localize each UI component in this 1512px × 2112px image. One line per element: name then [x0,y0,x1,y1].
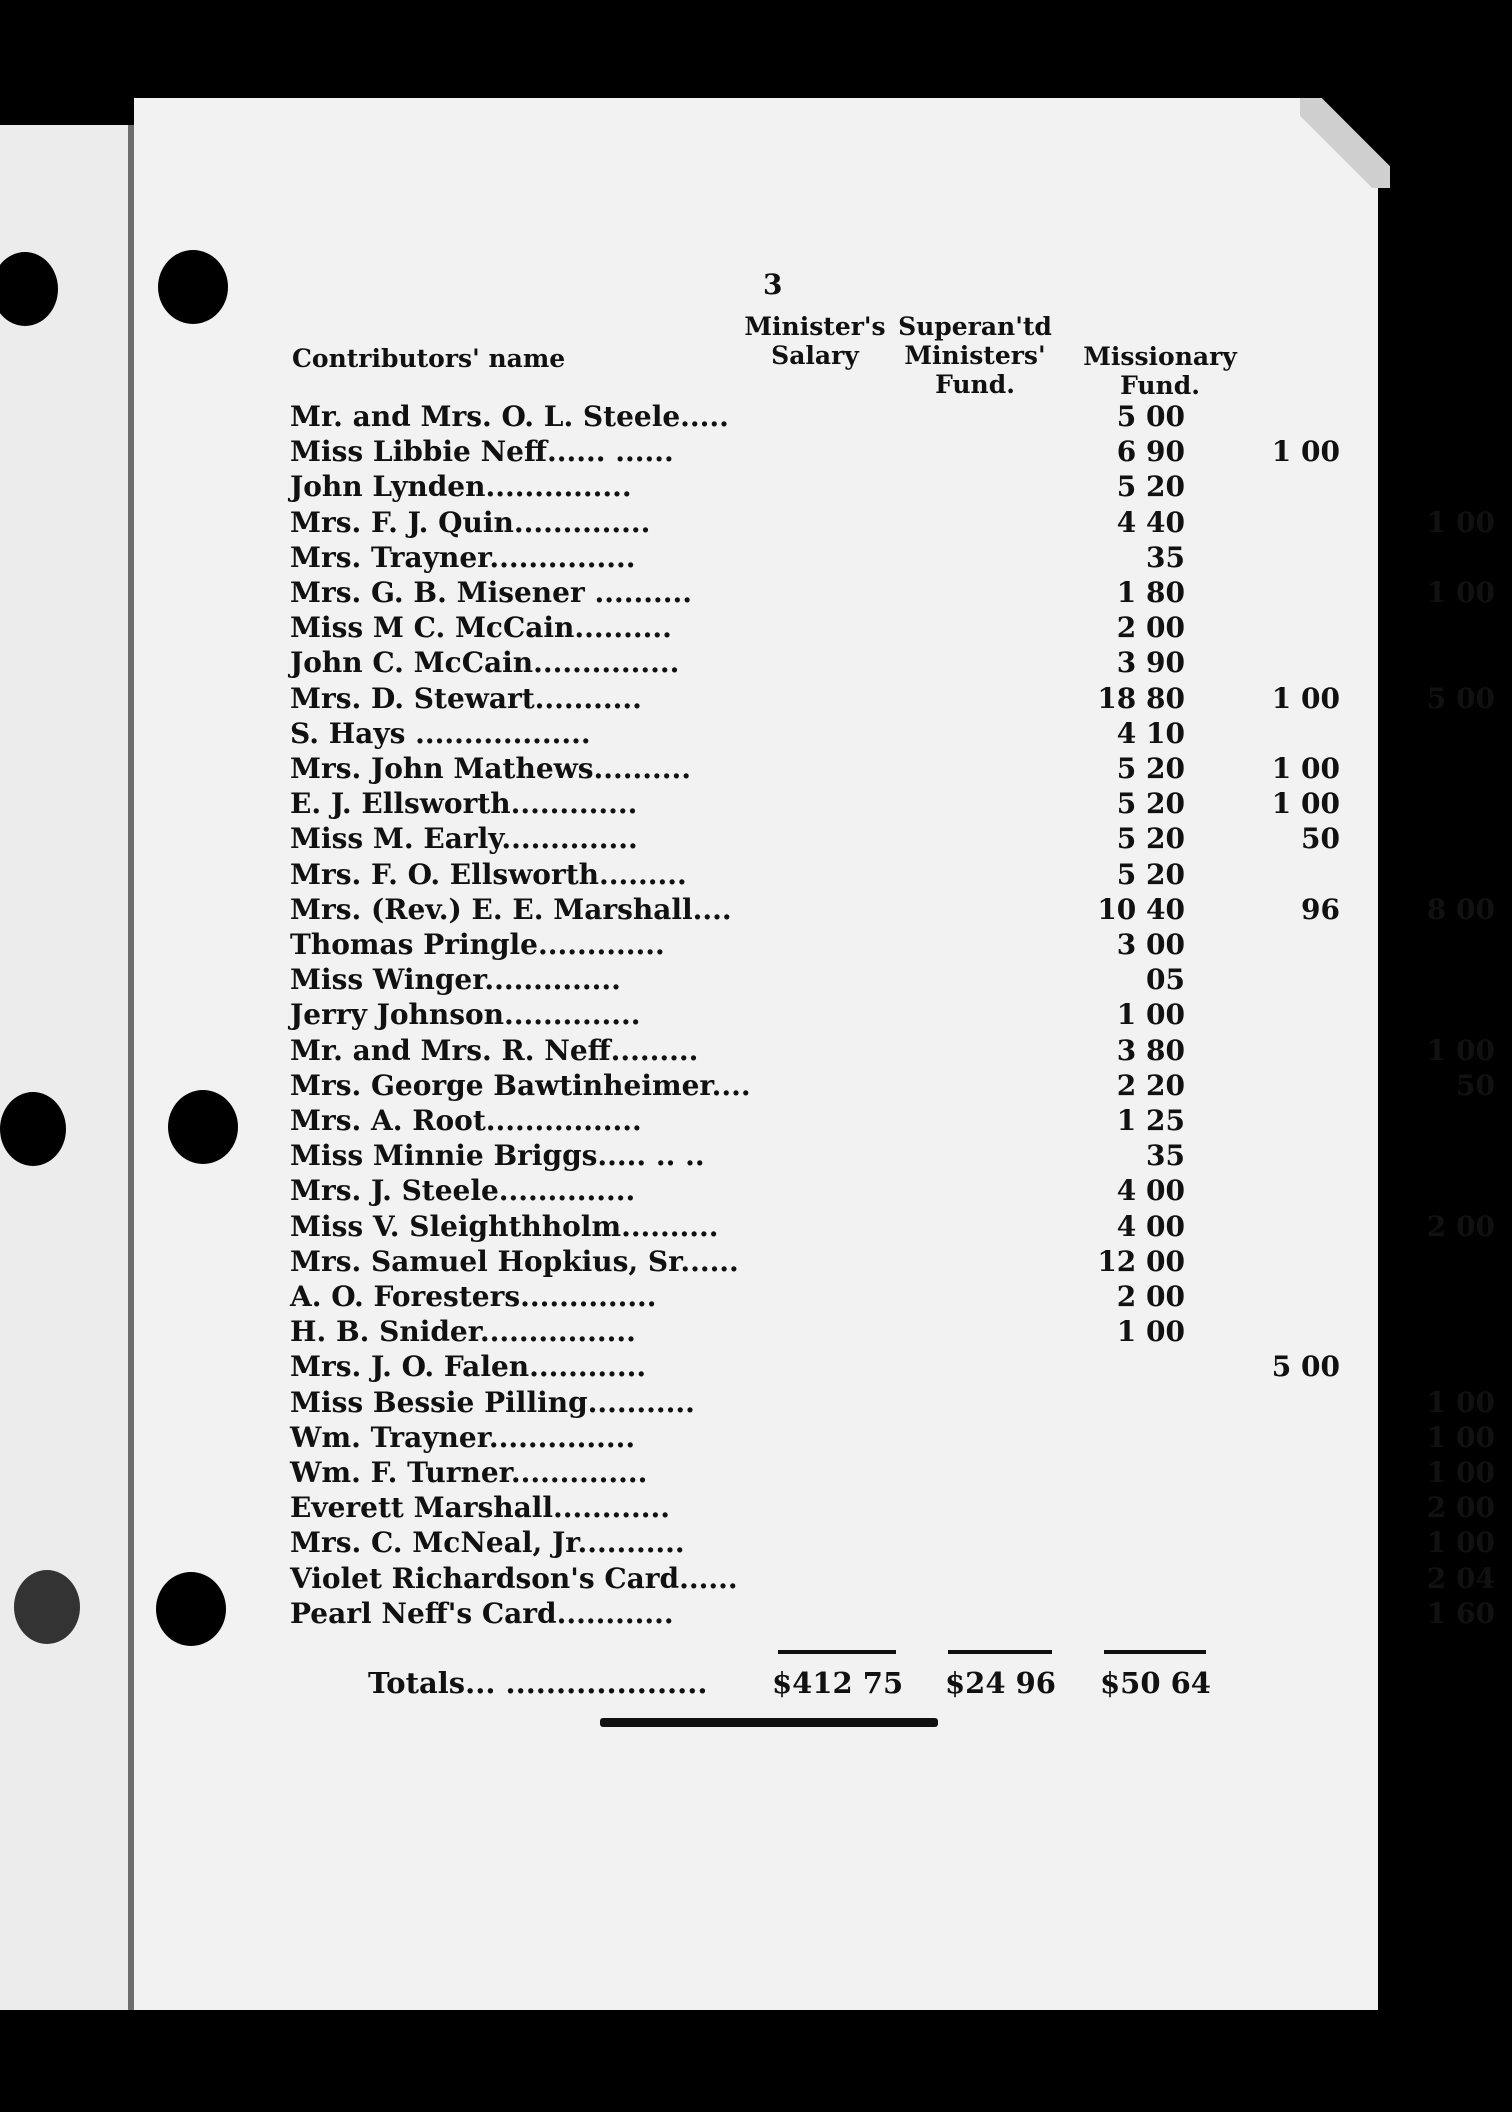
contributor-name: Everett Marshall............ [290,1491,671,1525]
contributor-name: Miss M C. McCain.......... [290,611,672,645]
table-row [290,1280,1210,1314]
binder-strip [0,125,128,2010]
salary-amount: 2 20 [1116,1068,1185,1102]
salary-amount: 2 00 [1116,611,1185,645]
table-row [290,822,1340,856]
table-row [290,1456,1495,1490]
contributor-name: Mrs. George Bawtinheimer.... [290,1068,751,1102]
missionary-amount: 1 00 [1426,1420,1495,1454]
salary-amount: 10 40 [1097,892,1185,926]
salary-amount: 4 00 [1116,1174,1185,1208]
superannuated-amount: 5 00 [1271,1350,1340,1384]
table-row [290,1104,1210,1138]
contributor-name: S. Hays .................. [290,716,591,750]
table-row [290,1174,1210,1208]
page-number: 3 [763,268,783,301]
salary-amount: 05 [1146,963,1185,997]
table-row [290,681,1495,716]
salary-amount: 18 80 [1097,681,1185,715]
table-row [290,787,1340,821]
missionary-total-rule [1104,1650,1206,1654]
contributor-name: Jerry Johnson.............. [290,998,641,1032]
contributor-name: Mrs. D. Stewart........... [290,681,642,715]
table-row [290,470,1210,504]
salary-amount: 3 80 [1116,1033,1185,1067]
header-superannuated-fund: Superan'td Ministers' Fund. [898,312,1052,399]
superannuated-amount: 96 [1301,892,1340,926]
superannuated-amount: 1 00 [1271,787,1340,821]
contributor-name: Mr. and Mrs. R. Neff......... [290,1033,699,1067]
table-row [290,1561,1495,1596]
table-row [290,1420,1495,1455]
missionary-amount: 2 00 [1426,1209,1495,1243]
contributor-name: Violet Richardson's Card...... [290,1561,738,1595]
contributor-name: Miss Libbie Neff...... ...... [290,435,674,469]
superannuated-amount: 50 [1301,822,1340,856]
missionary-amount: 2 04 [1426,1561,1495,1595]
table-row [290,1068,1495,1103]
table-row [290,1209,1495,1244]
table-row [290,998,1210,1032]
totals-missionary: $50 64 [1100,1666,1211,1700]
table-row [290,505,1495,540]
contributor-name: Miss Winger.............. [290,963,621,997]
table-row [290,963,1210,997]
folded-corner [1300,98,1390,188]
table-row [290,576,1495,610]
contributor-name: Mrs. F. J. Quin.............. [290,505,651,539]
header-contributors-name: Contributors' name [292,344,566,373]
table-row [290,400,1210,434]
contributor-name: Mrs. F. O. Ellsworth......... [290,857,687,891]
contributor-name: John C. McCain............... [290,646,680,680]
contributor-name: Mrs. Samuel Hopkius, Sr...... [290,1244,739,1278]
salary-amount: 4 00 [1116,1209,1185,1243]
contributor-name: A. O. Foresters.............. [290,1280,657,1313]
punch-hole-left-2 [0,1092,66,1166]
totals-label: Totals... .................... [368,1666,708,1700]
missionary-amount: 8 00 [1426,892,1495,926]
table-row [290,611,1210,645]
salary-amount: 35 [1146,1139,1185,1173]
header-ministers-salary: Minister's Salary [744,312,886,370]
contributor-name: Thomas Pringle............. [290,928,665,961]
salary-amount: 4 40 [1116,505,1185,539]
salary-amount: 5 00 [1116,400,1185,433]
missionary-amount: 1 00 [1426,505,1495,539]
missionary-amount: 1 00 [1426,1456,1495,1489]
contributor-name: Mr. and Mrs. O. L. Steele..... [290,400,729,433]
missionary-amount: 1 00 [1426,1385,1495,1419]
salary-amount: 6 90 [1116,435,1185,469]
missionary-amount: 1 00 [1426,1526,1495,1560]
salary-amount: 3 90 [1116,646,1185,680]
table-row [290,646,1210,680]
contributor-name: John Lynden............... [290,470,632,504]
salary-amount: 1 25 [1116,1104,1185,1137]
superannuated-amount: 1 00 [1271,435,1340,469]
contributor-name: Mrs. Trayner............... [290,540,636,574]
table-row [290,1596,1495,1631]
superannuated-amount: 1 00 [1271,752,1340,785]
salary-amount: 5 20 [1116,787,1185,821]
salary-amount: 2 00 [1116,1280,1185,1313]
contributor-name: H. B. Snider................ [290,1315,636,1349]
punch-hole-1 [158,250,228,324]
salary-amount: 5 20 [1116,752,1185,785]
table-row [290,541,1210,575]
closing-rule [600,1718,938,1727]
salary-amount: 3 00 [1116,928,1185,961]
punch-hole-left-3 [14,1570,80,1644]
contributor-name: Mrs. A. Root................ [290,1104,642,1137]
missionary-amount: 1 00 [1426,1033,1495,1067]
table-row [290,435,1340,469]
salary-amount: 12 00 [1097,1244,1185,1278]
salary-amount: 5 20 [1116,822,1185,856]
contributor-name: Miss Minnie Briggs..... .. .. [290,1139,705,1173]
salary-total-rule [778,1650,896,1654]
missionary-amount: 2 00 [1426,1491,1495,1525]
salary-amount: 5 20 [1116,470,1185,504]
contributor-name: Miss Bessie Pilling........... [290,1385,695,1419]
table-row [290,1491,1495,1525]
contributor-name: Mrs. G. B. Misener .......... [290,576,692,609]
missionary-amount: 1 60 [1426,1596,1495,1630]
table-row [290,752,1340,786]
super-total-rule [948,1650,1052,1654]
contributor-name: Mrs. J. Steele.............. [290,1174,636,1208]
punch-hole-3 [156,1572,226,1646]
table-row [290,928,1210,962]
table-row [290,717,1210,751]
table-row [290,1526,1495,1560]
totals-salary: $412 75 [772,1666,904,1700]
salary-amount: 1 00 [1116,1315,1185,1349]
contributor-name: Miss V. Sleighthholm.......... [290,1209,719,1243]
table-row [290,1033,1495,1068]
salary-amount: 4 10 [1116,716,1185,750]
salary-amount: 35 [1146,540,1185,574]
contributor-name: Pearl Neff's Card............ [290,1596,674,1630]
table-row [290,1385,1495,1420]
table-row [290,1245,1210,1279]
salary-amount: 1 80 [1116,576,1185,609]
missionary-amount: 50 [1456,1068,1495,1102]
missionary-amount: 5 00 [1426,681,1495,715]
table-row [290,1315,1210,1349]
missionary-amount: 1 00 [1426,576,1495,609]
table-row [290,1350,1340,1384]
superannuated-amount: 1 00 [1271,681,1340,715]
salary-amount: 1 00 [1116,998,1185,1032]
header-missionary-fund: Missionary Fund. [1083,342,1237,400]
contributor-name: E. J. Ellsworth............. [290,787,638,821]
table-row [290,892,1495,927]
contributor-name: Wm. F. Turner.............. [290,1456,648,1489]
table-row [290,1139,1210,1173]
contributor-name: Mrs. John Mathews.......... [290,752,691,785]
punch-hole-2 [168,1090,238,1164]
contributor-name: Mrs. (Rev.) E. E. Marshall.... [290,892,732,926]
totals-super: $24 96 [945,1666,1056,1700]
contributor-name: Miss M. Early.............. [290,822,638,856]
contributor-name: Mrs. J. O. Falen............ [290,1350,647,1384]
table-row [290,858,1210,892]
salary-amount: 5 20 [1116,857,1185,891]
contributor-name: Mrs. C. McNeal, Jr........... [290,1526,685,1560]
contributor-name: Wm. Trayner............... [290,1420,636,1454]
